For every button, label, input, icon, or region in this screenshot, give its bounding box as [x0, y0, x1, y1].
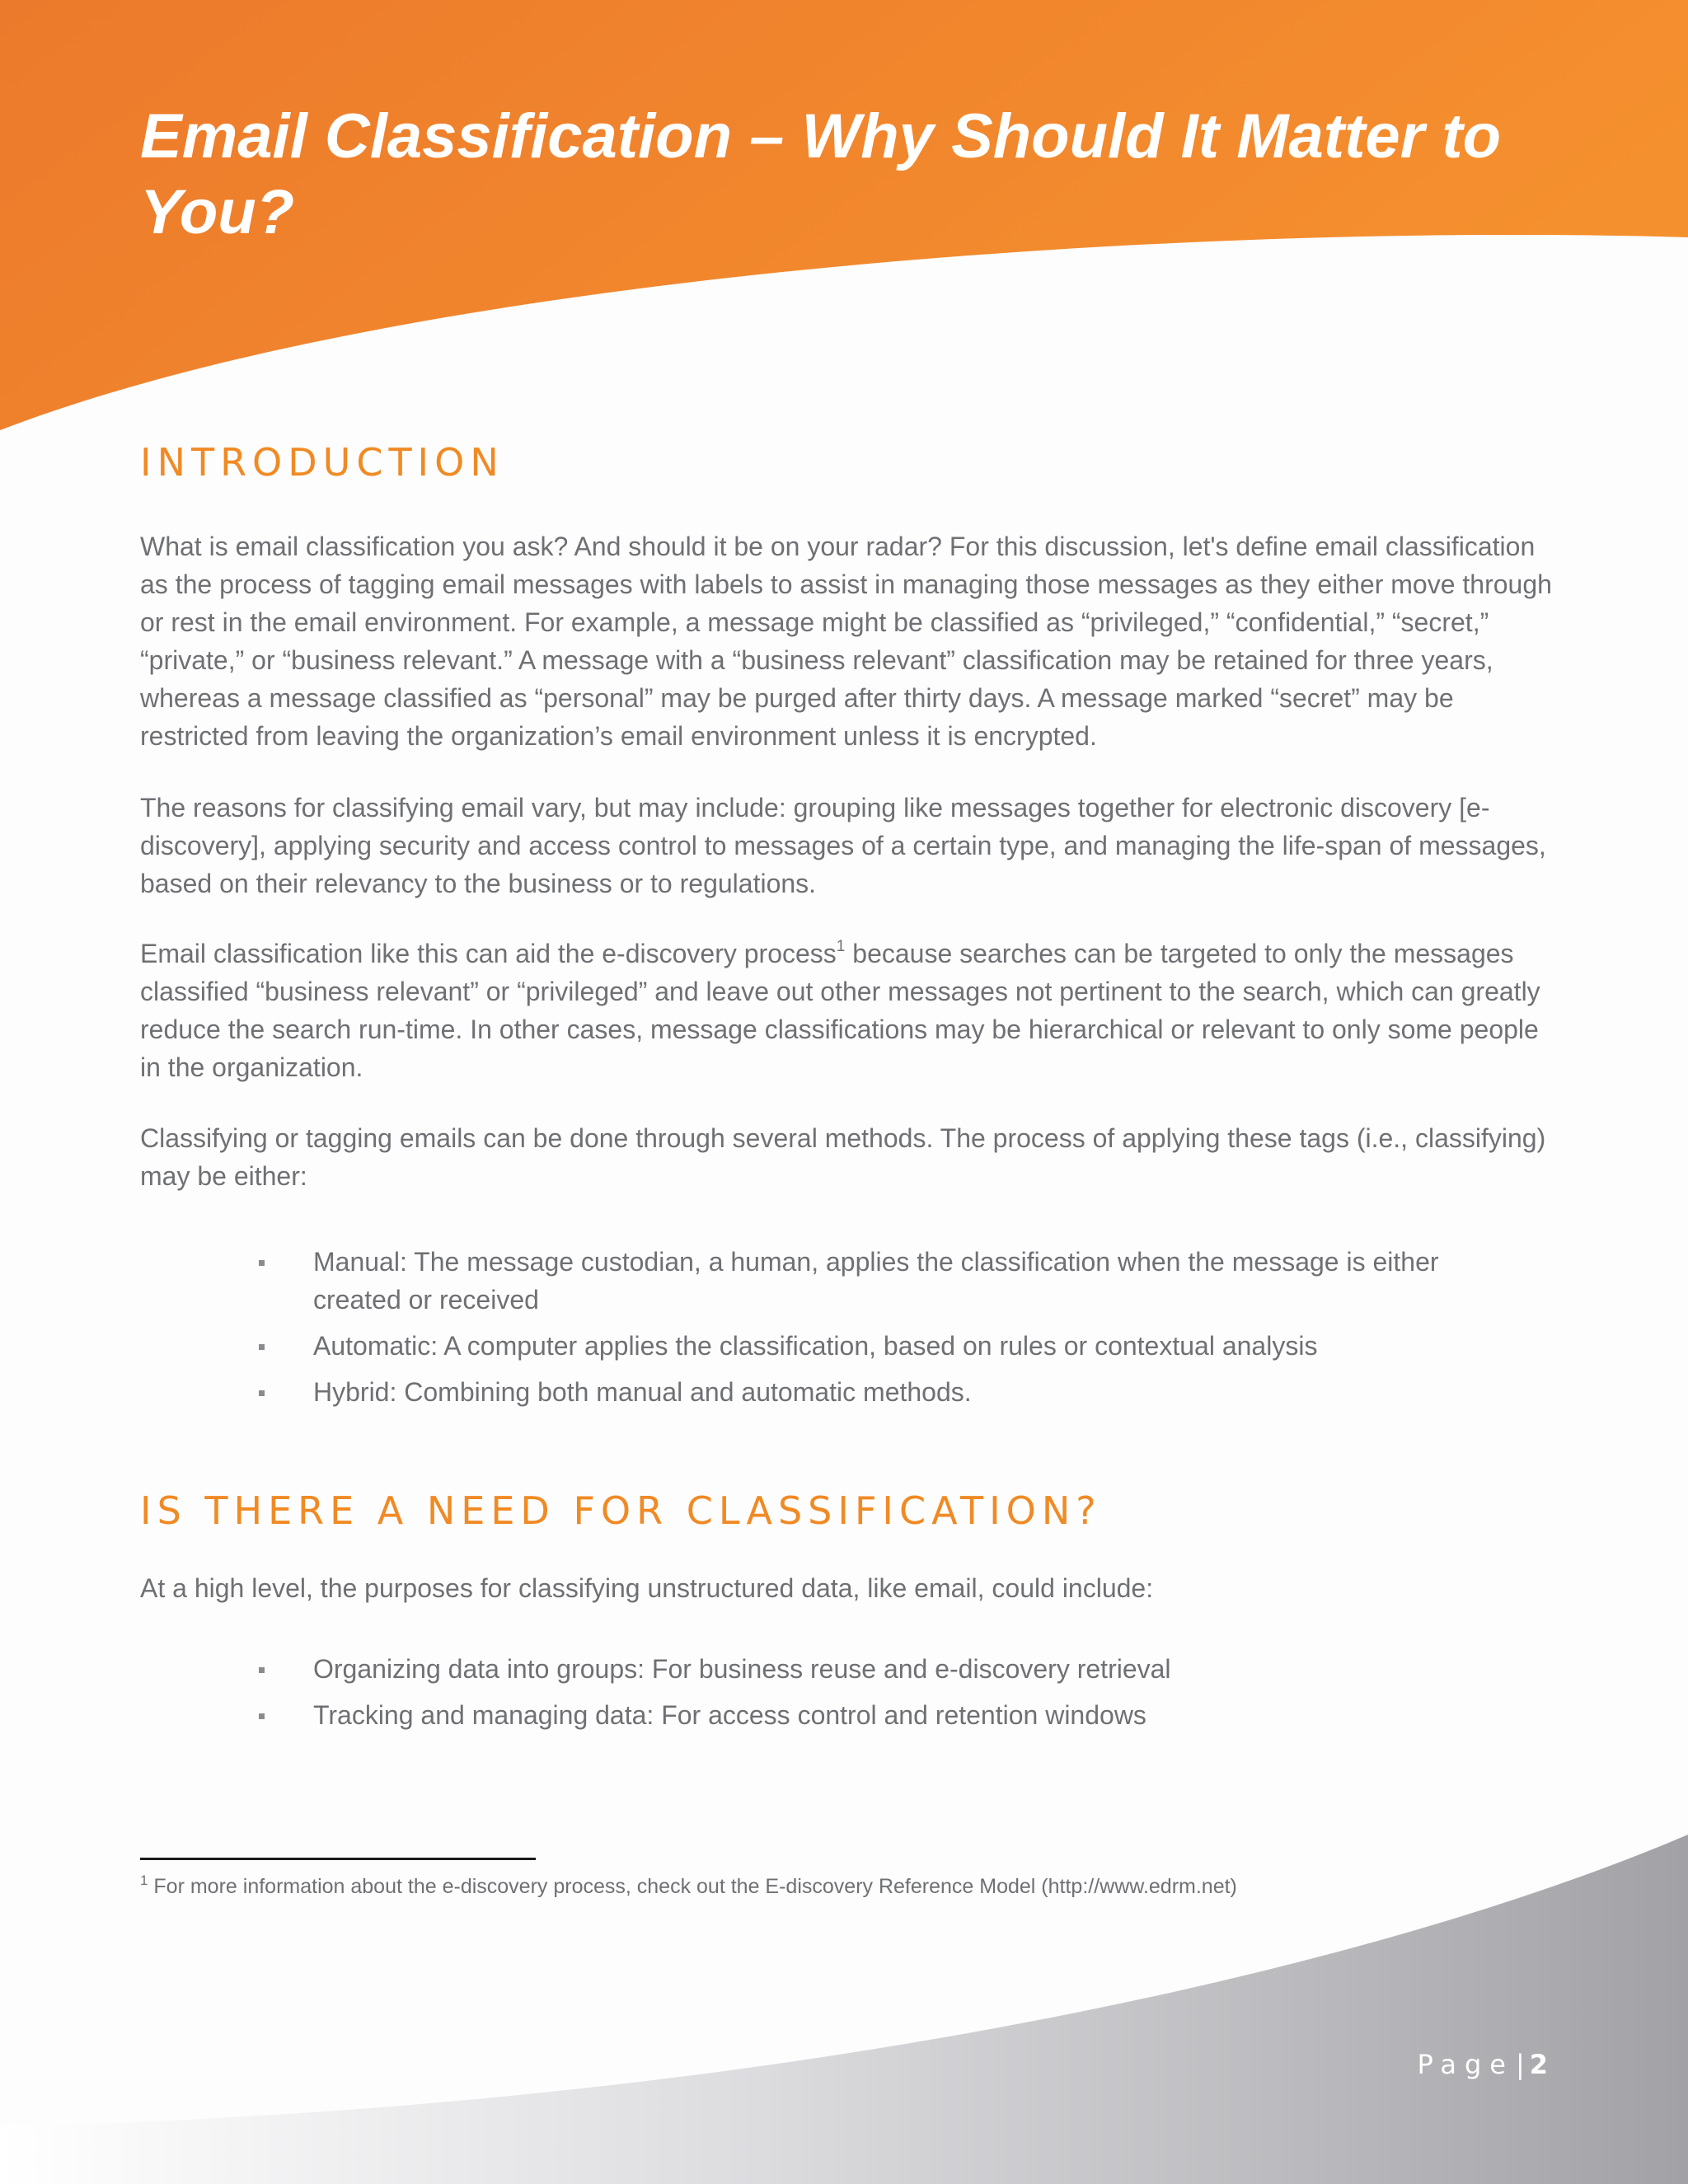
- intro-paragraph-3-start: Email classification like this can aid the e-discovery process: [140, 939, 837, 968]
- page-number: [1417, 2049, 1548, 2080]
- intro-paragraph-2: The reasons for classifying email vary, but may include: grouping like messages together for electronic discovery [e-discovery], applying security and access control to messages of a certain type, and managing the life-span of messages, based on their relevancy to the business or to regulations.: [140, 793, 1546, 898]
- footnote-text: For more information about the e-discovery process, check out the E-discovery Reference Model (http://www.edrm.net): [148, 1875, 1237, 1898]
- footnote-number: 1: [140, 1872, 148, 1888]
- intro-paragraph-4: Classifying or tagging emails can be done through several methods. The process of applying these tags (i.e., classifying) may be either:: [140, 1123, 1546, 1191]
- square-bullet-icon: [259, 1390, 265, 1396]
- need-for-classification-heading: IS THERE A NEED FOR CLASSIFICATION?: [140, 1488, 1102, 1533]
- classification-methods-list: [247, 1243, 1533, 1419]
- list-item: [247, 1243, 1533, 1319]
- introduction-heading: INTRODUCTION: [140, 440, 504, 485]
- square-bullet-icon: [259, 1667, 265, 1673]
- list-item-text: Organizing data into groups: For business reuse and e-discovery retrieval: [313, 1654, 1171, 1684]
- classification-purposes-list: [247, 1650, 1533, 1742]
- document-title: Email Classification – Why Should It Matter to You?: [140, 101, 1502, 247]
- square-bullet-icon: [259, 1260, 265, 1266]
- square-bullet-icon: [259, 1344, 265, 1350]
- intro-paragraph-3: [140, 935, 1558, 1086]
- square-bullet-icon: [259, 1713, 265, 1719]
- need-intro-paragraph: At a high level, the purposes for classifying unstructured data, like email, could include:: [140, 1573, 1154, 1603]
- intro-paragraph-1: What is email classification you ask? And should it be on your radar? For this discussion, let's define email classification as the process of tagging email messages with labels to assist in managing those messages as they either move through or rest in the email environment. For example, a message might be classified as “privileged,” “confidential,” “secret,” “private,” or “business relevant.” A message with a “business relevant” classification may be retained for three years, whereas a message classified as “personal” may be purged after thirty days. A message marked “secret” may be restricted from leaving the organization’s email environment unless it is encrypted.: [140, 532, 1552, 751]
- list-item: [247, 1373, 1533, 1411]
- list-item-text: Hybrid: Combining both manual and automatic methods.: [313, 1377, 972, 1407]
- list-item: [247, 1650, 1533, 1688]
- intro-paragraph-3-end: because searches can be targeted to only the messages classified “business relevant” or “privileged” and leave out other messages not pertinent to the search, which can greatly reduce the search run-time. In other cases, message classifications may be hierarchical or relevant to only some people in the organization.: [140, 939, 1540, 1082]
- list-item-text: Tracking and managing data: For access control and retention windows: [313, 1700, 1146, 1730]
- list-item-text: Automatic: A computer applies the classification, based on rules or contextual analysis: [313, 1331, 1318, 1361]
- list-item: [247, 1696, 1533, 1734]
- list-item: [247, 1327, 1533, 1365]
- list-item-text: Manual: The message custodian, a human, applies the classification when the message is either created or received: [313, 1247, 1439, 1315]
- page-separator: |: [1515, 2049, 1525, 2080]
- page-label: Page: [1417, 2049, 1514, 2080]
- page-number-value: 2: [1529, 2049, 1548, 2080]
- footnote-separator: [140, 1858, 536, 1860]
- footnote: [140, 1872, 1558, 1900]
- footnote-reference[interactable]: 1: [836, 938, 846, 955]
